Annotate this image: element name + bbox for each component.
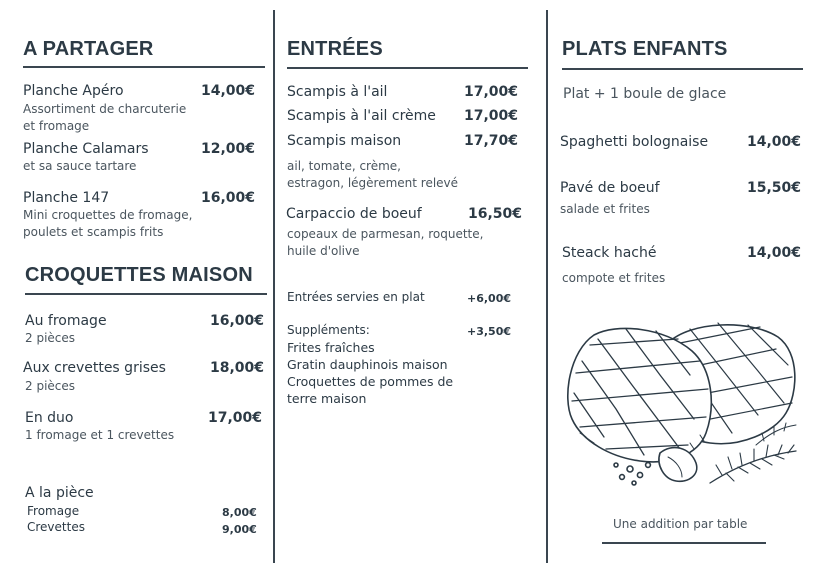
menu-item-name: Aux crevettes grises: [23, 360, 166, 376]
menu-item-name: Scampis maison: [287, 133, 402, 149]
supplements-price: +3,50€: [467, 325, 512, 338]
menu-item-name: Scampis à l'ail: [287, 84, 388, 100]
menu-item-desc: salade et frites: [560, 202, 650, 216]
section-heading-croquettes: CROQUETTES MAISON: [25, 264, 253, 286]
piece-item-name: Fromage: [27, 504, 80, 518]
menu-item-price: 17,00€: [208, 410, 263, 426]
section-rule: [287, 67, 528, 69]
menu-item-name: Au fromage: [25, 313, 107, 329]
section-rule: [562, 68, 803, 70]
piece-title: A la pièce: [25, 485, 94, 501]
menu-item-desc: [287, 158, 458, 192]
menu-item-desc: 1 fromage et 1 crevettes: [25, 428, 175, 442]
menu-item-price: 14,00€: [201, 83, 256, 99]
menu-item-name: Carpaccio de boeuf: [286, 206, 422, 222]
menu-item-name: Spaghetti bolognaise: [560, 134, 709, 150]
desc-line: et fromage: [23, 119, 90, 133]
desc-line: et sa sauce tartare: [23, 159, 137, 173]
menu-item-price: 14,00€: [747, 245, 802, 261]
menu-item-name: Planche Calamars: [23, 141, 149, 157]
menu-item-price: 16,50€: [468, 206, 523, 222]
menu-item-name: Planche Apéro: [23, 83, 124, 99]
plats-subtitle: Plat + 1 boule de glace: [563, 86, 727, 102]
section-rule: [23, 66, 265, 68]
menu-item-price: 12,00€: [201, 141, 256, 157]
supplement-line: Croquettes de pommes de: [287, 374, 454, 389]
plat-label: Entrées servies en plat: [287, 290, 425, 304]
menu-item-desc: [23, 101, 186, 135]
menu-item-desc: 2 pièces: [25, 379, 76, 393]
supplement-line: Gratin dauphinois maison: [287, 357, 448, 372]
desc-line: copeaux de parmesan, roquette,: [287, 227, 484, 241]
section-heading-entrees: ENTRÉES: [287, 38, 383, 60]
plat-price: +6,00€: [467, 292, 512, 305]
menu-item-desc: [23, 158, 136, 175]
menu-item-name: Scampis à l'ail crème: [287, 108, 436, 124]
supplements-label: Suppléments:: [287, 323, 370, 337]
menu-item-name: Steack haché: [562, 245, 657, 261]
piece-item-price: 9,00€: [222, 523, 257, 536]
column-divider-right: [546, 10, 548, 563]
menu-item-price: 17,00€: [464, 108, 519, 124]
section-heading-a-partager: A PARTAGER: [23, 38, 154, 60]
menu-item-price: 18,00€: [210, 360, 265, 376]
menu-item-desc: [287, 226, 483, 260]
supplements-list: [287, 339, 453, 407]
menu-item-price: 16,00€: [201, 190, 256, 206]
supplement-line: Frites fraîches: [287, 340, 375, 355]
desc-line: Mini croquettes de fromage,: [23, 208, 193, 222]
desc-line: ail, tomate, crème,: [287, 159, 401, 173]
desc-line: estragon, légèrement relevé: [287, 176, 459, 190]
menu-item-name: En duo: [25, 410, 74, 426]
supplement-line: terre maison: [287, 391, 367, 406]
menu-item-name: Pavé de boeuf: [560, 180, 660, 196]
piece-item-name: Crevettes: [27, 520, 85, 534]
menu-item-desc: compote et frites: [562, 271, 666, 285]
desc-line: Assortiment de charcuterie: [23, 102, 187, 116]
desc-line: huile d'olive: [287, 244, 360, 258]
piece-item-price: 8,00€: [222, 506, 257, 519]
menu-item-price: 16,00€: [210, 313, 265, 329]
menu-item-price: 17,70€: [464, 133, 519, 149]
menu-item-price: 14,00€: [747, 134, 802, 150]
menu-item-price: 15,50€: [747, 180, 802, 196]
section-rule: [25, 293, 267, 295]
menu-item-price: 17,00€: [464, 84, 519, 100]
section-heading-plats-enfants: PLATS ENFANTS: [562, 38, 728, 60]
steak-illustration: [560, 315, 805, 490]
footer-rule: [602, 542, 766, 544]
desc-line: poulets et scampis frits: [23, 225, 164, 239]
menu-item-desc: [23, 207, 192, 241]
footer-note: Une addition par table: [613, 517, 748, 531]
column-divider-left: [273, 10, 275, 563]
menu-item-name: Planche 147: [23, 190, 110, 206]
menu-item-desc: 2 pièces: [25, 331, 76, 345]
